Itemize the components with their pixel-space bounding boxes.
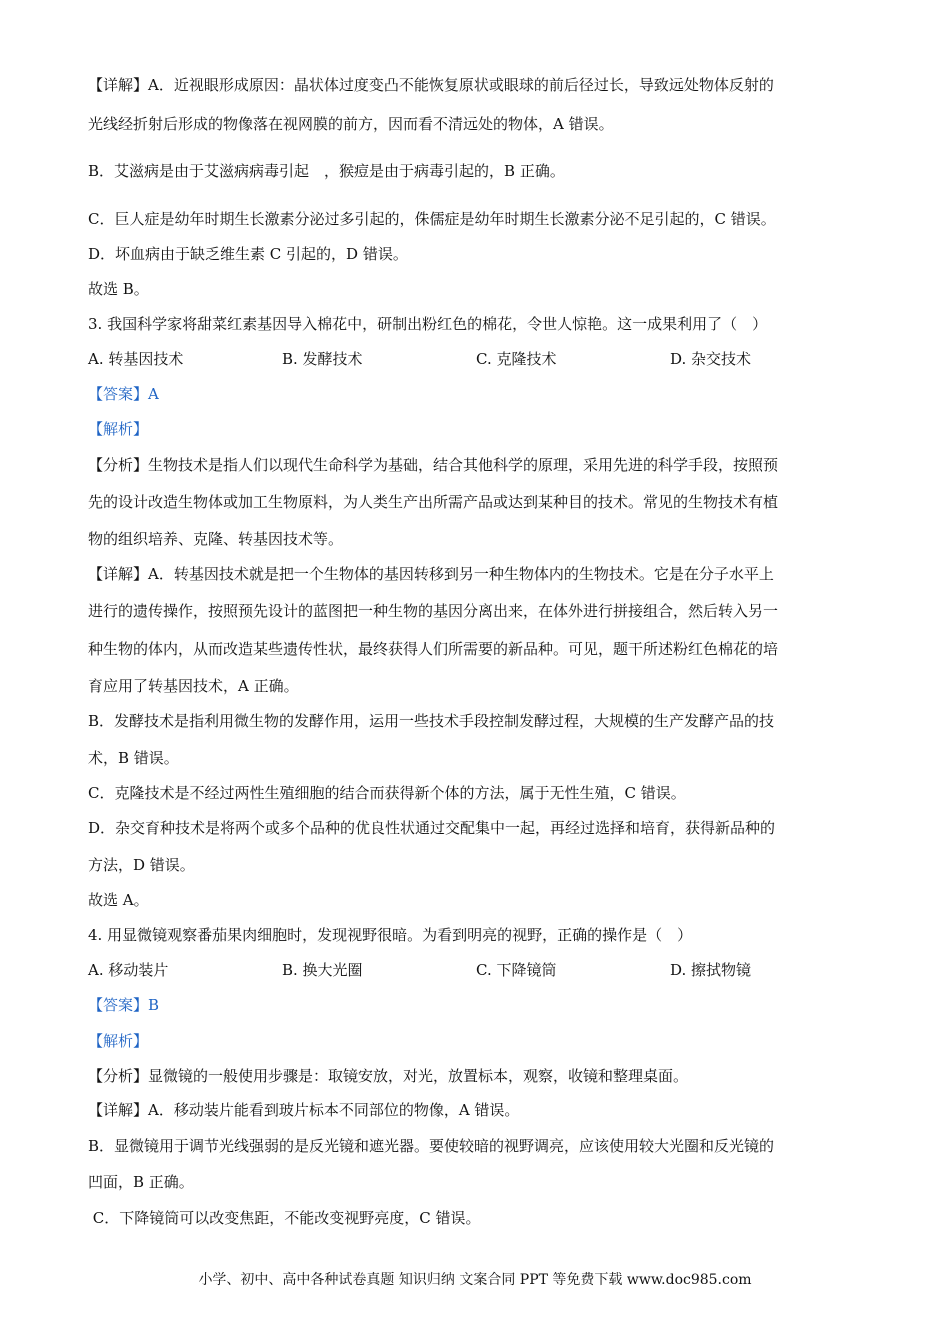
- text-line: 【分析】生物技术是指人们以现代生命科学为基础，结合其他科学的原理，采用先进的科学手段，按照预: [88, 456, 779, 474]
- q3-option-d: D. 杂交技术: [670, 350, 752, 368]
- q3-analysis-heading: 【解析】: [88, 420, 149, 438]
- text-line: 【详解】A．移动装片能看到玻片标本不同部位的物像，A 错误。: [88, 1101, 520, 1119]
- q4-option-c: C. 下降镜筒: [476, 961, 557, 979]
- question-4: 4. 用显微镜观察番茄果肉细胞时，发现视野很暗。为看到明亮的视野，正确的操作是（ ）: [88, 926, 693, 944]
- text-line: 【分析】显微镜的一般使用步骤是：取镜安放，对光，放置标本，观察，收镜和整理桌面。: [88, 1067, 689, 1085]
- text-line: 【详解】A．转基因技术就是把一个生物体的基因转移到另一种生物体内的生物技术。它是在分子水平上: [88, 565, 774, 583]
- text-line: 【详解】A．近视眼形成原因：晶状体过度变凸不能恢复原状或眼球的前后径过长，导致远处物体反射的: [88, 76, 774, 94]
- q3-option-b: B. 发酵技术: [282, 350, 363, 368]
- text-line: 进行的遗传操作，按照预先设计的蓝图把一种生物的基因分离出来，在体外进行拼接组合，然后转入另一: [88, 602, 779, 620]
- text-line: 物的组织培养、克隆、转基因技术等。: [88, 530, 344, 548]
- text-line: 育应用了转基因技术，A 正确。: [88, 677, 299, 695]
- text-line: C．下降镜筒可以改变焦距，不能改变视野亮度，C 错误。: [88, 1209, 481, 1227]
- text-line: 方法，D 错误。: [88, 856, 195, 874]
- q4-option-d: D. 擦拭物镜: [670, 961, 752, 979]
- text-line: B．显微镜用于调节光线强弱的是反光镜和遮光器。要使较暗的视野调亮，应该使用较大光圈和反光镜的: [88, 1137, 775, 1155]
- q3-option-a: A. 转基因技术: [88, 350, 184, 368]
- q4-option-a: A. 移动装片: [88, 961, 169, 979]
- text-line: 凹面，B 正确。: [88, 1173, 194, 1191]
- q3-option-c: C. 克隆技术: [476, 350, 557, 368]
- text-line: 种生物的体内，从而改造某些遗传性状，最终获得人们所需要的新品种。可见，题干所述粉红色棉花的培: [88, 640, 779, 658]
- question-3: 3. 我国科学家将甜菜红素基因导入棉花中，研制出粉红色的棉花，令世人惊艳。这一成果利用了（ ）: [88, 315, 768, 333]
- text-line: 术，B 错误。: [88, 749, 179, 767]
- q4-option-b: B. 换大光圈: [282, 961, 363, 979]
- text-line: 故选 A。: [88, 891, 149, 909]
- text-line: B．艾滋病是由于艾滋病病毒引起 ，猴痘是由于病毒引起的，B 正确。: [88, 162, 565, 180]
- text-line: D．杂交育种技术是将两个或多个品种的优良性状通过交配集中一起，再经过选择和培育，获得新品种的: [88, 819, 776, 837]
- text-line: 先的设计改造生物体或加工生物原料，为人类生产出所需产品或达到某种目的技术。常见的生物技术有植: [88, 493, 779, 511]
- text-line: D．坏血病由于缺乏维生素 C 引起的，D 错误。: [88, 245, 408, 263]
- q4-analysis-heading: 【解析】: [88, 1032, 149, 1050]
- text-line: C．巨人症是幼年时期生长激素分泌过多引起的，侏儒症是幼年时期生长激素分泌不足引起的，C 错误。: [88, 210, 776, 228]
- page-footer: 小学、初中、高中各种试卷真题 知识归纳 文案合同 PPT 等免费下载 www.doc985.com: [198, 1272, 752, 1288]
- text-line: B．发酵技术是指利用微生物的发酵作用，运用一些技术手段控制发酵过程，大规模的生产发酵产品的技: [88, 712, 775, 730]
- text-line: 故选 B。: [88, 280, 149, 298]
- text-line: 光线经折射后形成的物像落在视网膜的前方，因而看不清远处的物体，A 错误。: [88, 115, 614, 133]
- text-line: C．克隆技术是不经过两性生殖细胞的结合而获得新个体的方法，属于无性生殖，C 错误。: [88, 784, 686, 802]
- q4-answer: 【答案】B: [88, 996, 160, 1014]
- q3-answer: 【答案】A: [88, 385, 159, 403]
